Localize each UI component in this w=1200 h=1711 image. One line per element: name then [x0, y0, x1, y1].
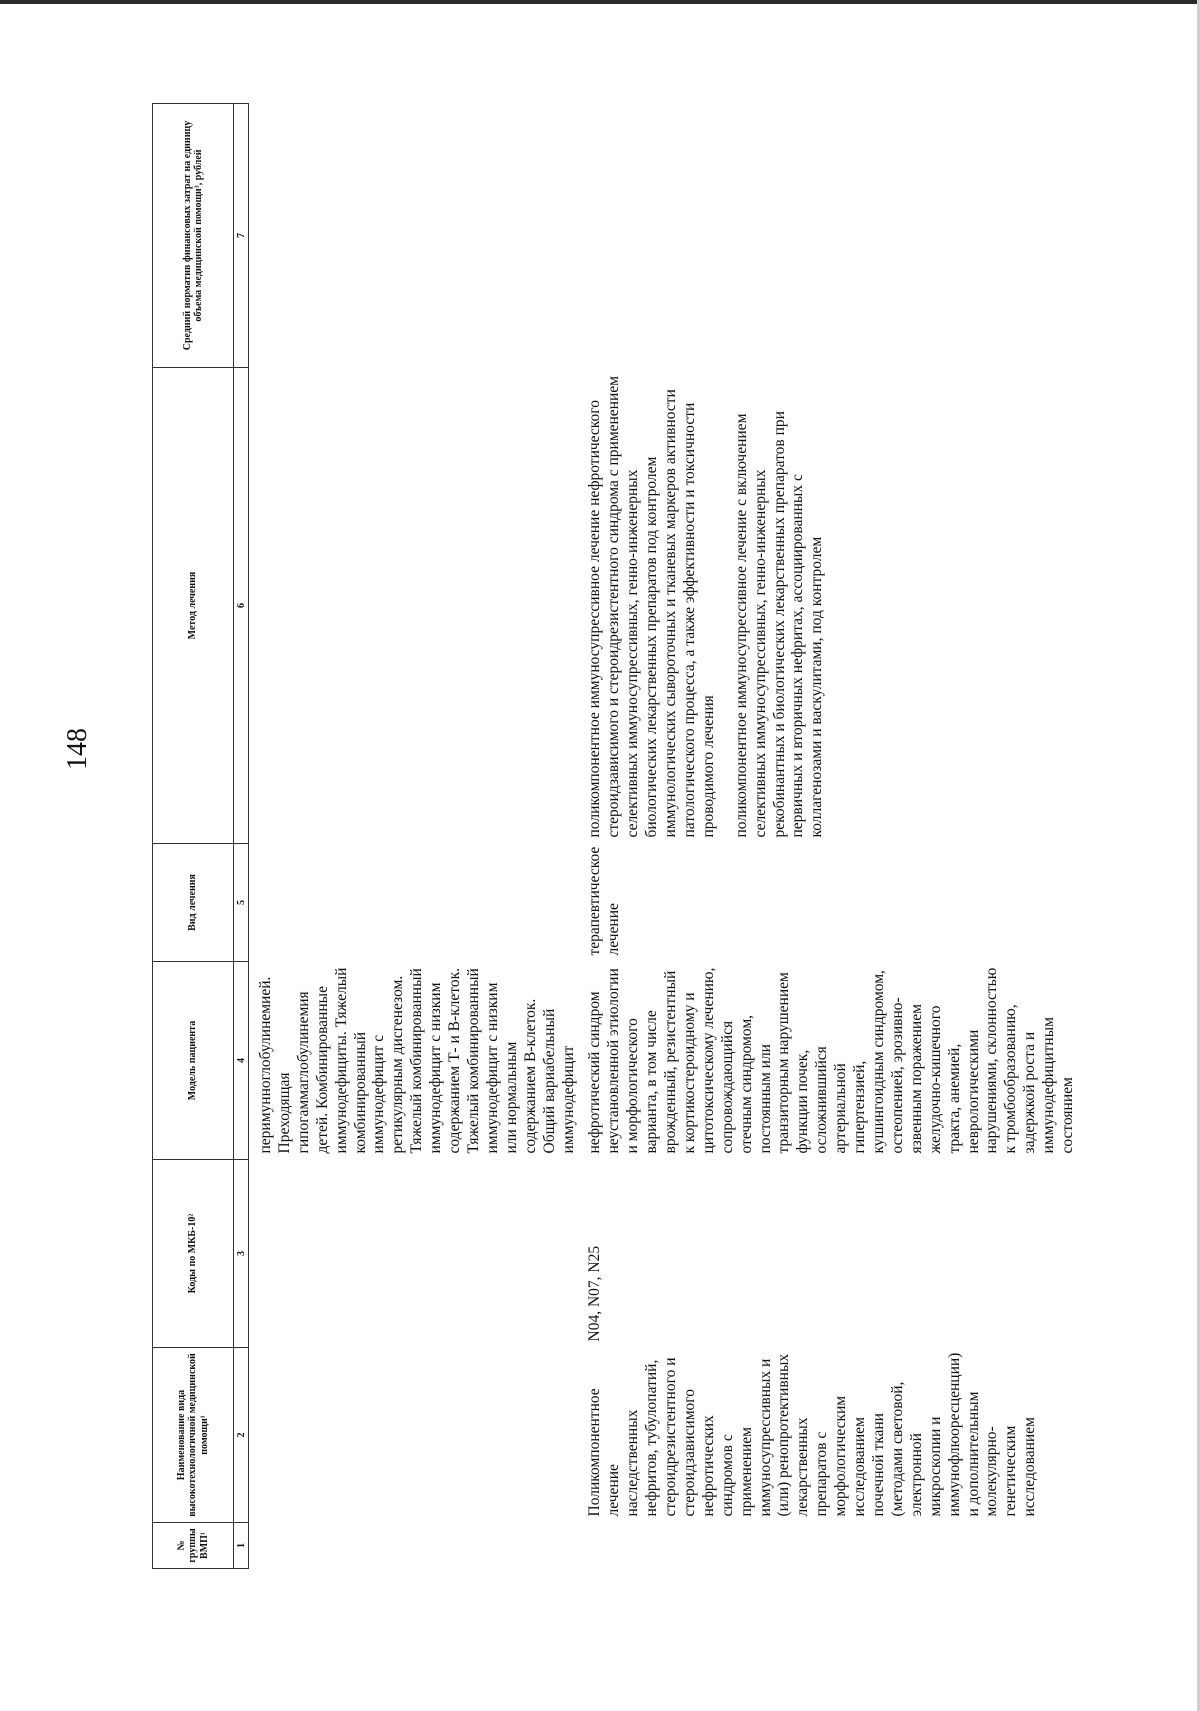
- column-number: 7: [234, 104, 249, 368]
- header-icd-codes: Коды по МКБ-10²: [153, 1160, 234, 1348]
- rotated-table-container: [152, 104, 1082, 1569]
- patient-model-cell: перимунноглобулинемией. Преходящая гипогаммаглобулинемия детей. Комбинированные иммунодефициты. Тяжелый комбинированный иммунодефицит с ретикулярным дисгенезом. Тяжелый комбинированный иммунодефицит с низким содержанием Т- и В-клеток. Тяжелый комбинированный иммунодефицит с низким или нормальным содержанием В-клеток. Общий вариабельный иммунодефицит: [257, 967, 577, 1154]
- header-cost-standard: Средний норматив финансовых затрат на единицу объема медицинской помощи³, рублей: [153, 104, 234, 368]
- header-treatment-method: Метод лечения: [153, 368, 234, 844]
- icd-codes-cell: N04, N07, N25: [586, 1245, 604, 1342]
- table-row: [249, 104, 579, 1569]
- vmp-name-cell: Поликомпонентное лечение наследственных нефритов, тубулопатий, стероидрезистентного и стероидзависимого нефротических синдромов с применением иммуносупрессивных и (или) ренопротективных лекарственных препаратов с морфологическим исследованием почечной ткани (методами световой, электронной микроскопии и иммунофлюоресценции) и дополнительным молекулярно-генетическим исследованием: [586, 1352, 1039, 1517]
- column-number: 4: [234, 962, 249, 1160]
- page-number: 148: [62, 728, 93, 770]
- vmp-table: [152, 103, 1078, 1569]
- column-number: 2: [234, 1348, 249, 1523]
- header-group-number: № группы ВМП¹: [153, 1523, 234, 1569]
- treatment-type-cell: терапевтическое лечение: [586, 846, 623, 956]
- table-row: [578, 104, 1078, 1569]
- cost-cell: [578, 104, 1078, 368]
- header-row: [153, 104, 234, 1569]
- column-number: 3: [234, 1160, 249, 1348]
- scan-top-edge: [0, 0, 1200, 4]
- header-patient-model: Модель пациента: [153, 962, 234, 1160]
- column-number: 5: [234, 844, 249, 962]
- treatment-method-text: поликомпонентное иммуносупрессивное лечение с включением селективных иммуносупрессивных, генно-инженерных рекобинантных и биологических лекарственных препаратов при первичных и вторичных нефритах, ассоциированных с коллагенозами и васкулитами, под контролем: [732, 411, 826, 838]
- column-number-row: [234, 104, 249, 1569]
- patient-model-cell: нефротический синдром неустановленной этиологии и морфологического варианта, в том числе врожденный, резистентный к кортикостероидному и цитотоксическому лечению, сопровождающийся отечным синдромом, постоянным или транзиторным нарушением функции почек, осложнившийся артериальной гипертензией, кушингоидным синдромом, остеопенией, эрозивно-язвенным поражением желудочно-кишечного тракта, анемией, неврологическими нарушениями, склонностью к тромбообразованию, задержкой роста и иммунодефицитным состоянием: [586, 967, 1077, 1154]
- treatment-method-text: поликомпонентное иммуносупрессивное лечение нефротического стероидзависимого и стероидрезистентного синдрома с применением селективных иммуносупрессивных, генно-инженерных биологических лекарственных препаратов под контролем иммунологических сывороточных и тканевых маркеров активности патологического процесса, а также эффективности и токсичности проводимого лечения: [586, 376, 717, 838]
- treatment-method-cell: [578, 368, 1078, 844]
- header-vmp-name: Наименование вида высокотехнологичной медицинской помощи¹: [153, 1348, 234, 1523]
- column-number: 1: [234, 1523, 249, 1569]
- header-treatment-type: Вид лечения: [153, 844, 234, 962]
- column-number: 6: [234, 368, 249, 844]
